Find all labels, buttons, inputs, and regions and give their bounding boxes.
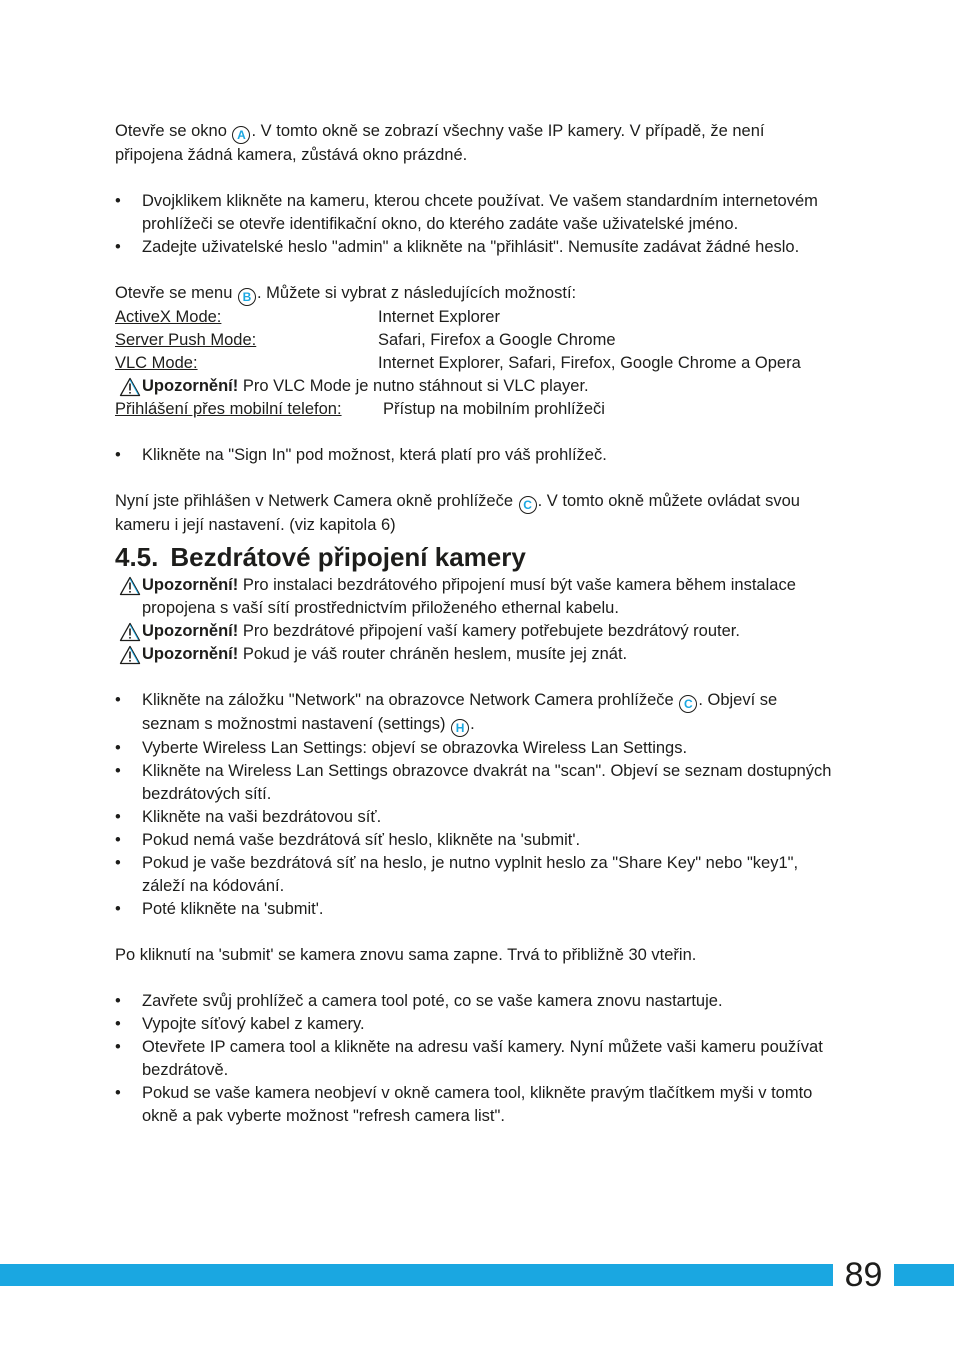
badge-c: C	[679, 695, 697, 713]
mode-value: Internet Explorer	[378, 308, 500, 326]
list-item: • Pokud nemá vaše bezdrátová síť heslo, klikněte na 'submit'.	[115, 829, 835, 852]
warning-text: Pro VLC Mode je nutno stáhnout si VLC player.	[238, 377, 589, 395]
list-item: • Poté klikněte na 'submit'.	[115, 898, 835, 921]
warning-icon	[119, 645, 141, 665]
list-item: • Dvojklikem klikněte na kameru, kterou chcete používat. Ve vašem standardním internetovém prohlížeči se otevře identifikační okno, do kterého zadáte vaše uživatelské jméno.	[115, 190, 835, 236]
section-heading	[115, 537, 835, 574]
list-item: • Klikněte na Wireless Lan Settings obrazovce dvakrát na "scan". Objeví se seznam dostupných bezdrátových sítí.	[115, 760, 835, 806]
warning-text: Pro bezdrátové připojení vaší kamery potřebujete bezdrátový router.	[238, 622, 740, 640]
network-text-after: .	[470, 715, 475, 733]
list-item: • Vypojte síťový kabel z kamery.	[115, 1013, 835, 1036]
list-item	[115, 689, 835, 737]
mode-label: ActiveX Mode:	[115, 308, 222, 326]
mode-value: Přístup na mobilním prohlížeči	[383, 400, 605, 418]
mode-row-vlc	[115, 352, 835, 375]
section-number: 4.5.	[115, 542, 159, 572]
logged-in-paragraph	[115, 490, 835, 537]
warning-row	[115, 574, 835, 620]
warning-icon	[119, 622, 141, 642]
warning-row	[115, 643, 835, 666]
mode-label: Přihlášení přes mobilní telefon:	[115, 400, 342, 418]
menu-paragraph	[115, 282, 835, 306]
logged-text-after: . V tomto okně můžete ovládat svou kameru i její nastavení. (viz kapitola 6)	[115, 492, 800, 534]
page-content	[115, 120, 835, 1128]
warning-text: Pokud je váš router chráněn heslem, musíte jej znát.	[238, 645, 628, 663]
mode-value: Internet Explorer, Safari, Firefox, Google Chrome a Opera	[378, 354, 801, 372]
badge-a: A	[232, 126, 250, 144]
footer-bar	[0, 1264, 954, 1286]
warning-label: Upozornění!	[142, 576, 239, 594]
mode-label: VLC Mode:	[115, 354, 198, 372]
warning-icon	[119, 377, 141, 397]
vlc-warning	[115, 375, 835, 398]
warning-label: Upozornění!	[142, 377, 239, 395]
network-text-before: Klikněte na záložku "Network" na obrazovce Network Camera prohlížeče	[142, 691, 674, 709]
warning-label: Upozornění!	[142, 622, 239, 640]
warning-row	[115, 620, 835, 643]
intro-text-after: . V tomto okně se zobrazí všechny vaše IP kamery. V případě, že není připojena žádná kamera, zůstává okno prázdné.	[115, 122, 765, 164]
warning-label: Upozornění!	[142, 645, 239, 663]
network-text-middle: . Objeví se seznam s možnostmi nastavení (settings)	[142, 691, 778, 733]
logged-text-before: Nyní jste přihlášen v Netwerk Camera okně prohlížeče	[115, 492, 514, 510]
list-item: • Klikněte na vaši bezdrátovou síť.	[115, 806, 835, 829]
menu-text-before: Otevře se menu	[115, 284, 233, 302]
intro-text-before: Otevře se okno	[115, 122, 227, 140]
warning-icon	[119, 576, 141, 596]
list-item: • Pokud je vaše bezdrátová síť na heslo, je nutno vyplnit heslo za "Share Key" nebo "key1", záleží na kódování.	[115, 852, 835, 898]
mode-row-activex	[115, 306, 835, 329]
section-title: Bezdrátové připojení kamery	[170, 542, 526, 572]
badge-h: H	[451, 719, 469, 737]
intro-paragraph	[115, 120, 835, 167]
list-item: • Pokud se vaše kamera neobjeví v okně camera tool, klikněte pravým tlačítkem myši v tomto okně a pak vyberte možnost "refresh camera list".	[115, 1082, 835, 1128]
list-item: • Klikněte na "Sign In" pod možnost, která platí pro váš prohlížeč.	[115, 444, 835, 467]
list-item: • Zavřete svůj prohlížeč a camera tool poté, co se vaše kamera znovu nastartuje.	[115, 990, 835, 1013]
mode-row-server-push	[115, 329, 835, 352]
mode-row-mobile	[115, 398, 835, 421]
restart-paragraph: Po kliknutí na 'submit' se kamera znovu sama zapne. Trvá to přibližně 30 vteřin.	[115, 946, 697, 964]
menu-text-after: . Můžete si vybrat z následujících možností:	[256, 284, 577, 302]
badge-b: B	[238, 288, 256, 306]
page-number: 89	[833, 1255, 894, 1295]
list-item: • Zadejte uživatelské heslo "admin" a klikněte na "přihlásit". Nemusíte zadávat žádné heslo.	[115, 236, 835, 259]
mode-label: Server Push Mode:	[115, 331, 257, 349]
list-item: • Otevřete IP camera tool a klikněte na adresu vaší kamery. Nyní můžete vaši kameru používat bezdrátově.	[115, 1036, 835, 1082]
mode-value: Safari, Firefox a Google Chrome	[378, 331, 616, 349]
list-item: • Vyberte Wireless Lan Settings: objeví se obrazovka Wireless Lan Settings.	[115, 737, 835, 760]
badge-c: C	[519, 496, 537, 514]
warning-text: Pro instalaci bezdrátového připojení musí být vaše kamera během instalace propojena s vaší sítí prostřednictvím přiloženého ethernal kabelu.	[142, 576, 796, 617]
